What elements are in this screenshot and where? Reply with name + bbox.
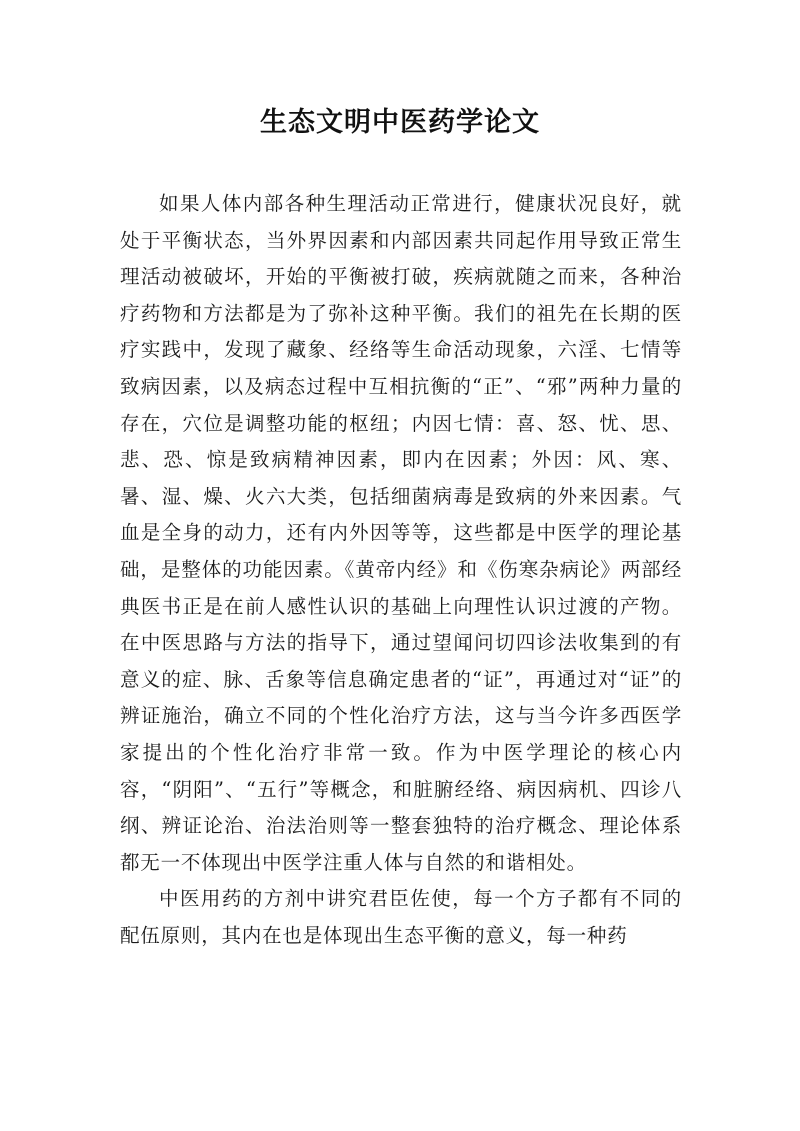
document-body bbox=[120, 186, 682, 954]
document-title: 生态文明中医药学论文 bbox=[260, 107, 540, 138]
paragraph-1: 如果人体内部各种生理活动正常进行，健康状况良好，就处于平衡状态，当外界因素和内部因素共同起作用导致正常生理活动被破坏，开始的平衡被打破，疾病就随之而来，各种治疗药物和方法都是为了弥补这种平衡。我们的祖先在长期的医疗实践中，发现了藏象、经络等生命活动现象，六淫、七情等致病因素，以及病态过程中互相抗衡的“正”、“邪”两种力量的存在，穴位是调整功能的枢纽；内因七情：喜、怒、忧、思、悲、恐、惊是致病精神因素，即内在因素；外因：风、寒、暑、湿、燥、火六大类，包括细菌病毒是致病的外来因素。气血是全身的动力，还有内外因等等，这些都是中医学的理论基础，是整体的功能因素。《黄帝内经》和《伤寒杂病论》两部经典医书正是在前人感性认识的基础上向理性认识过渡的产物。在中医思路与方法的指导下，通过望闻问切四诊法收集到的有意义的症、脉、舌象等信息确定患者的“证”，再通过对“证”的辨证施治，确立不同的个性化治疗方法，这与当今许多西医学家提出的个性化治疗非常一致。作为中医学理论的核心内容，“阴阳”、“五行”等概念，和脏腑经络、病因病机、四诊八纲、辨证论治、治法治则等一整套独特的治疗概念、理论体系都无一不体现出中医学注重人体与自然的和谐相处。 bbox=[120, 192, 682, 874]
paragraph-2: 中医用药的方剂中讲究君臣佐使，每一个方子都有不同的配伍原则，其内在也是体现出生态平衡的意义，每一种药 bbox=[120, 887, 682, 947]
